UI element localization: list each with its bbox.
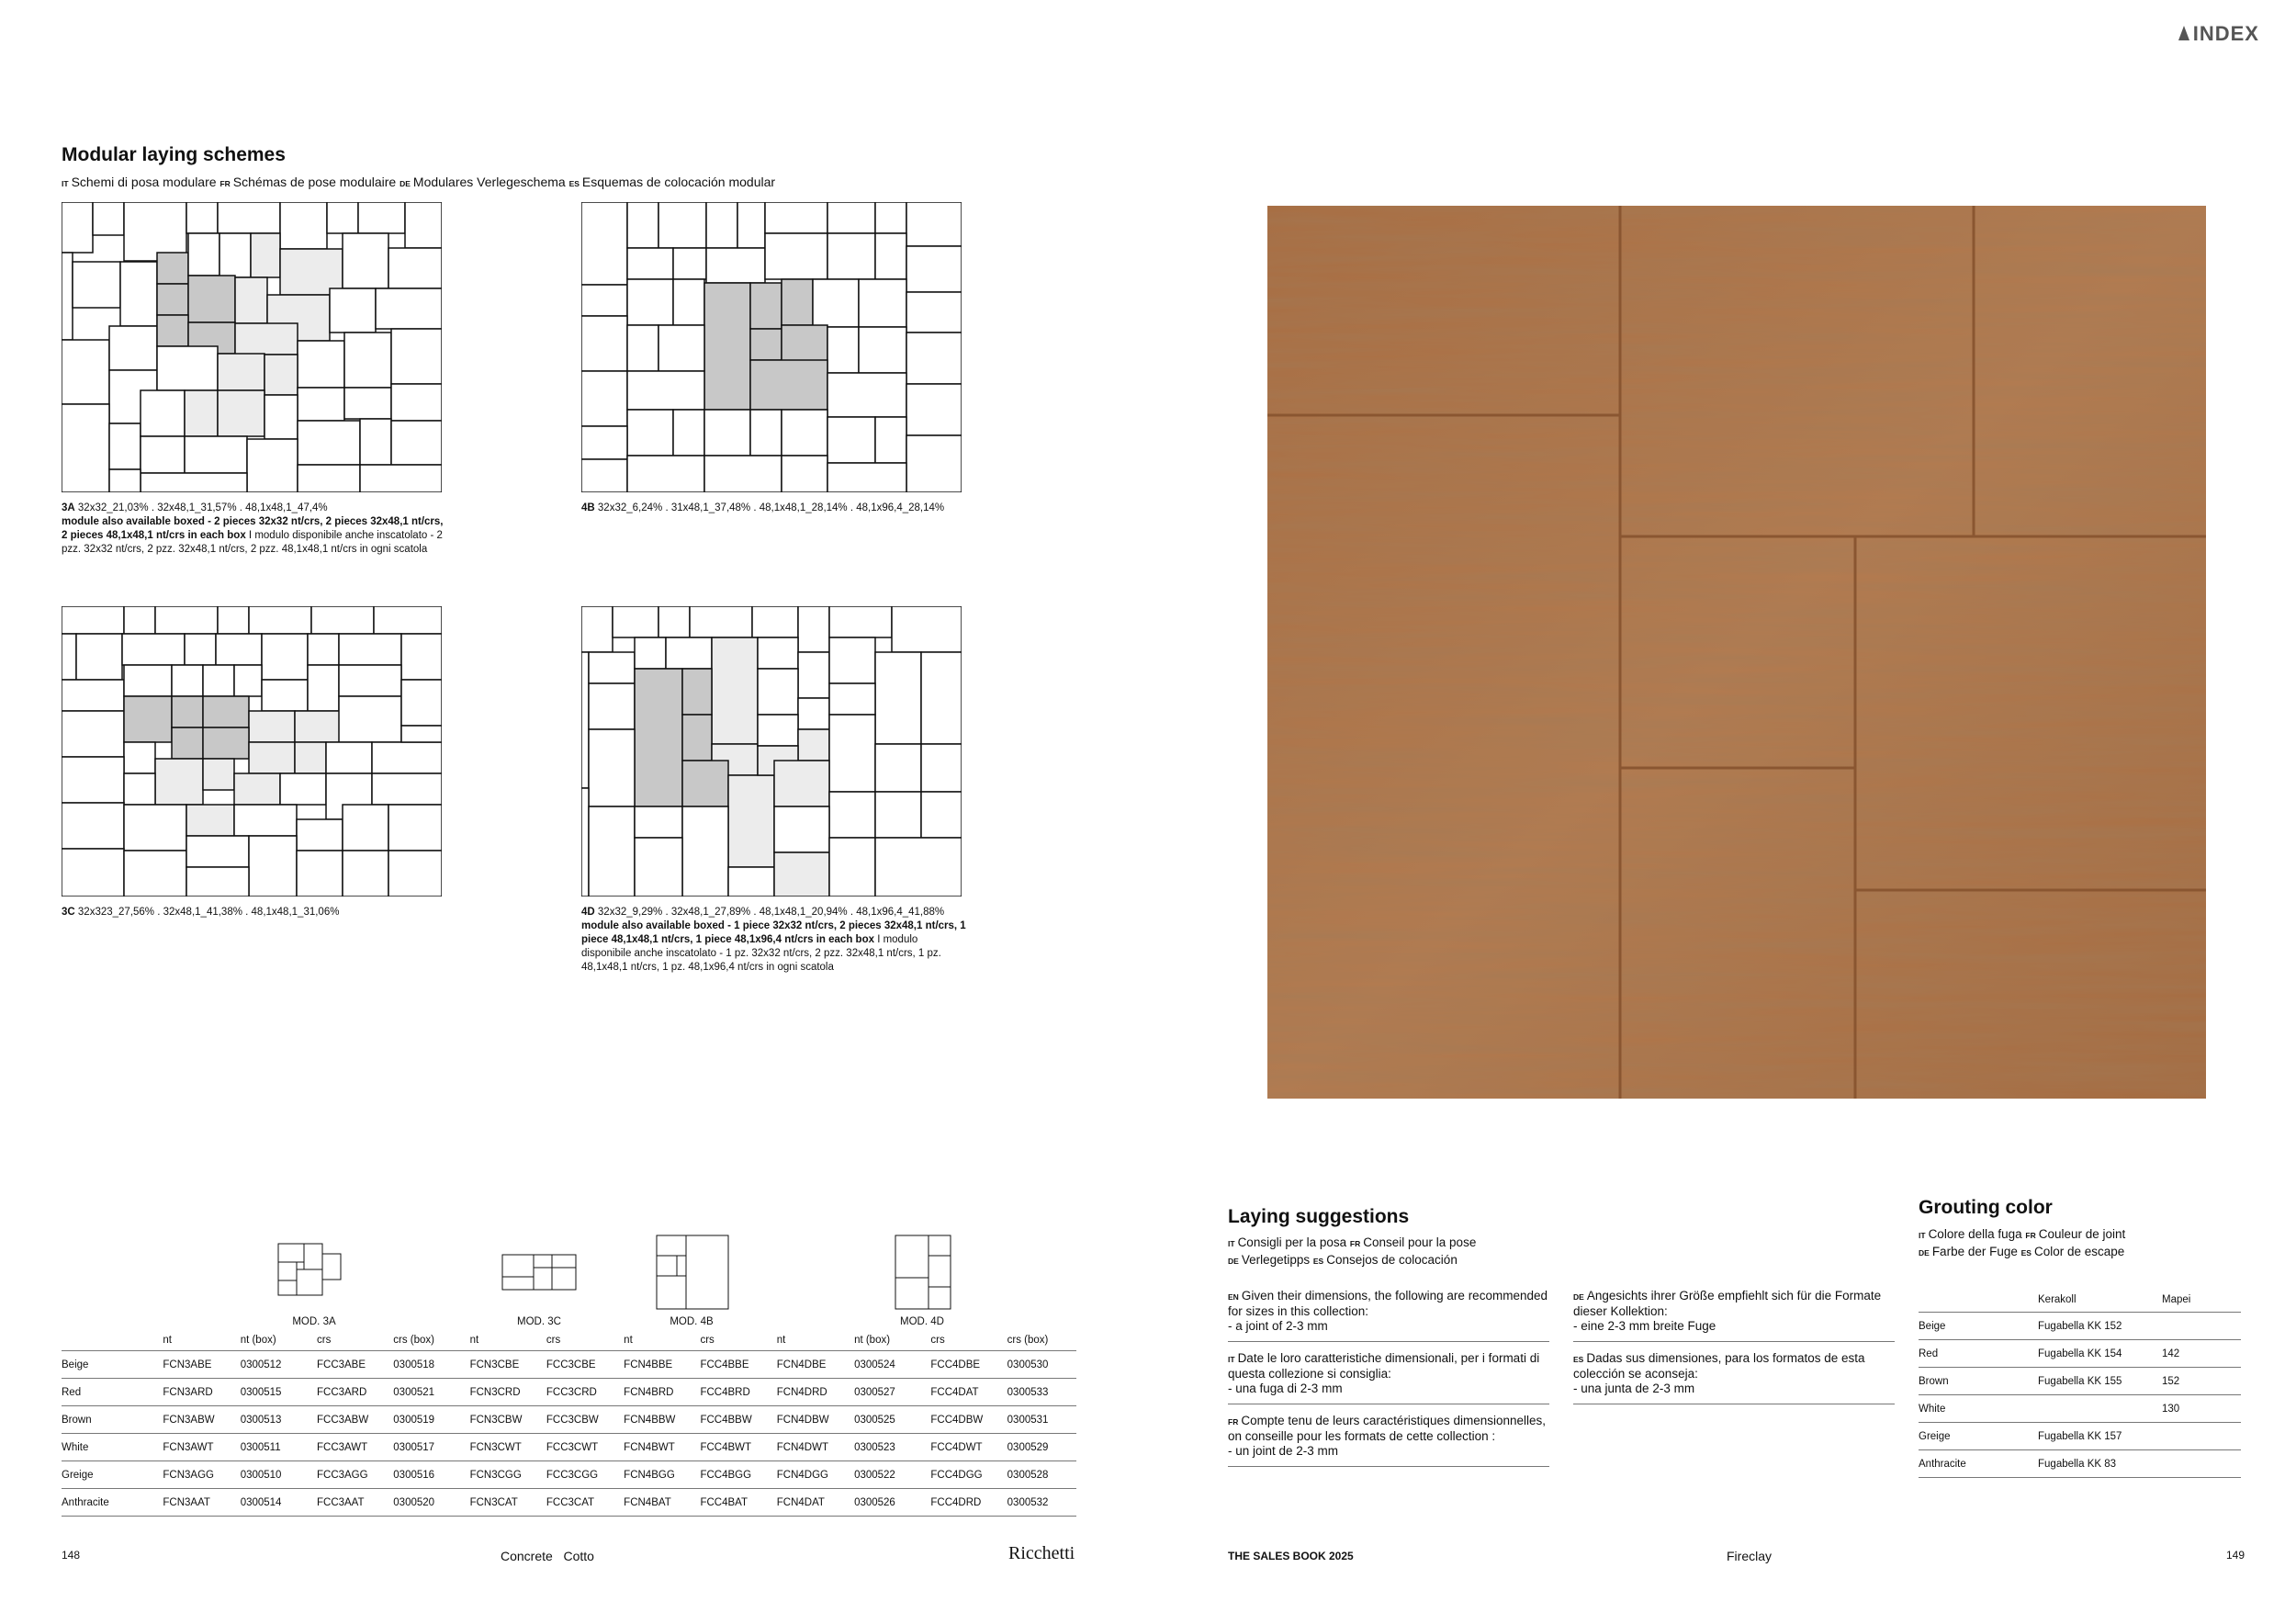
brand-logo: Ricchetti <box>1008 1543 1075 1563</box>
scheme-3c-caption: 3C 32x323_27,56% . 32x48,1_41,38% . 48,1x48,1_31,06% <box>62 907 340 918</box>
schemes-subtitle: IT Schemi di posa modulare FR Schémas de pose modulaire DE Modulares Verlegeschema ES Esquemas de colocación modular <box>62 175 776 189</box>
table-row: Anthracite Fugabella KK 83 <box>1919 1450 2241 1478</box>
index-icon <box>2178 26 2189 40</box>
scheme-4b-diagram <box>581 202 962 492</box>
scheme-4d-caption: 4D 32x32_9,29% . 32x48,1_27,89% . 48,1x48,1_20,94% . 48,1x96,4_41,88% module also available boxed - 1 piece 32x32 nt/crs, 2 pieces 32x48,1 nt/crs, 1 piece 48,1x48,1 nt/crs, 1 piece 48,1x96,4 nt/crs in each box I modulo disponibile anche inscatolato - 1 pz. 32x32 nt/crs, 2 pzz. 32x48,1 nt/crs, 1 pz. 48,1x48,1 nt/crs, 1 pz. 48,1x96,4 nt/crs in ogni scatola <box>581 907 966 973</box>
laying-es: ES Dadas sus dimensiones, para los formatos de esta colección se aconseja: - una junta de 2-3 mm <box>1573 1351 1895 1404</box>
table-row: White 130 <box>1919 1395 2241 1423</box>
index-link[interactable]: INDEX <box>2178 22 2259 46</box>
schemes-title: Modular laying schemes <box>62 144 286 165</box>
codes-table-header: nt nt (box) crs crs (box) nt crs nt crs nt nt (box) crs crs (box) <box>62 1330 1076 1351</box>
tile-floor-photo <box>1267 206 2206 1099</box>
mod-4b-label: MOD. 4B <box>670 1316 714 1327</box>
scheme-4b-caption: 4B 32x32_6,24% . 31x48,1_37,48% . 48,1x48,1_28,14% . 48,1x96,4_28,14% <box>581 502 945 513</box>
mod-3a-icon <box>277 1243 342 1298</box>
scheme-3c-diagram <box>62 606 442 897</box>
footer-collection: Concrete Cotto <box>501 1549 594 1563</box>
table-row: Greige FCN3AGG 0300510 FCC3AGG 0300516 FCN3CGG FCC3CGG FCN4BGG FCC4BGG FCN4DGG 0300522 FCC4DGG 0300528 <box>62 1461 1076 1489</box>
scheme-3a-diagram <box>62 202 442 492</box>
mod-3c-label: MOD. 3C <box>517 1316 561 1327</box>
laying-it: IT Date le loro caratteristiche dimensionali, per i formati di questa collezione si consiglia: - una fuga di 2-3 mm <box>1228 1351 1549 1404</box>
table-row: Beige Fugabella KK 152 <box>1919 1313 2241 1340</box>
scheme-4d-diagram <box>581 606 962 897</box>
laying-fr: FR Compte tenu de leurs caractéristiques dimensionnelles, on conseille pour les formats de cette collection : - un joint de 2-3 mm <box>1228 1414 1549 1467</box>
laying-en: EN Given their dimensions, the following are recommended for sizes in this collection: - a joint of 2-3 mm <box>1228 1289 1549 1342</box>
grouting-title: Grouting color <box>1919 1197 2053 1218</box>
mod-4b-icon <box>656 1235 729 1310</box>
table-row: Brown Fugabella KK 155 152 <box>1919 1368 2241 1395</box>
mod-3a-label: MOD. 3A <box>292 1316 336 1327</box>
codes-table <box>62 1330 1076 1517</box>
footer-book-title: THE SALES BOOK 2025 <box>1228 1550 1354 1562</box>
laying-title: Laying suggestions <box>1228 1206 1410 1227</box>
scheme-3a-caption: 3A 32x32_21,03% . 32x48,1_31,57% . 48,1x48,1_47,4% module also available boxed - 2 pieces 32x32 nt/crs, 2 pieces 32x48,1 nt/crs, 2 pieces 48,1x48,1 nt/crs in each box I modulo disponibile anche inscatolato - 2 pzz. 32x32 nt/crs, 2 pzz. 32x48,1 nt/crs, 2 pzz. 48,1x48,1 nt/crs in ogni scatola <box>62 502 444 555</box>
mod-3c-icon <box>501 1254 577 1291</box>
mod-4d-label: MOD. 4D <box>900 1316 944 1327</box>
table-row: Red Fugabella KK 154 142 <box>1919 1340 2241 1368</box>
mod-4d-icon <box>895 1235 951 1310</box>
laying-subtitle: IT Consigli per la posa FR Conseil pour la pose DE Verlegetipps ES Consejos de colocación <box>1228 1235 1477 1267</box>
laying-de: DE Angesichts ihrer Größe empfiehlt sich für die Formate dieser Kollektion: - eine 2-3 mm breite Fuge <box>1573 1289 1895 1342</box>
table-row: Anthracite FCN3AAT 0300514 FCC3AAT 0300520 FCN3CAT FCC3CAT FCN4BAT FCC4BAT FCN4DAT 0300526 FCC4DRD 0300532 <box>62 1489 1076 1517</box>
table-row: Red FCN3ARD 0300515 FCC3ARD 0300521 FCN3CRD FCC3CRD FCN4BRD FCC4BRD FCN4DRD 0300527 FCC4DAT 0300533 <box>62 1379 1076 1406</box>
grouting-table <box>1919 1288 2241 1478</box>
table-row: White FCN3AWT 0300511 FCC3AWT 0300517 FCN3CWT FCC3CWT FCN4BWT FCC4BWT FCN4DWT 0300523 FCC4DWT 0300529 <box>62 1434 1076 1461</box>
grouting-subtitle: IT Colore della fuga FR Couleur de joint DE Farbe der Fuge ES Color de escape <box>1919 1227 2126 1258</box>
left-page-number: 148 <box>62 1549 81 1562</box>
grouting-table-header: Kerakoll Mapei <box>1919 1288 2241 1313</box>
table-row: Brown FCN3ABW 0300513 FCC3ABW 0300519 FCN3CBW FCC3CBW FCN4BBW FCC4BBW FCN4DBW 0300525 FCC4DBW 0300531 <box>62 1406 1076 1434</box>
footer-series: Fireclay <box>1727 1549 1773 1563</box>
table-row: Greige Fugabella KK 157 <box>1919 1423 2241 1450</box>
right-page-number: 149 <box>2226 1549 2245 1562</box>
table-row: Beige FCN3ABE 0300512 FCC3ABE 0300518 FCN3CBE FCC3CBE FCN4BBE FCC4BBE FCN4DBE 0300524 FCC4DBE 0300530 <box>62 1351 1076 1379</box>
